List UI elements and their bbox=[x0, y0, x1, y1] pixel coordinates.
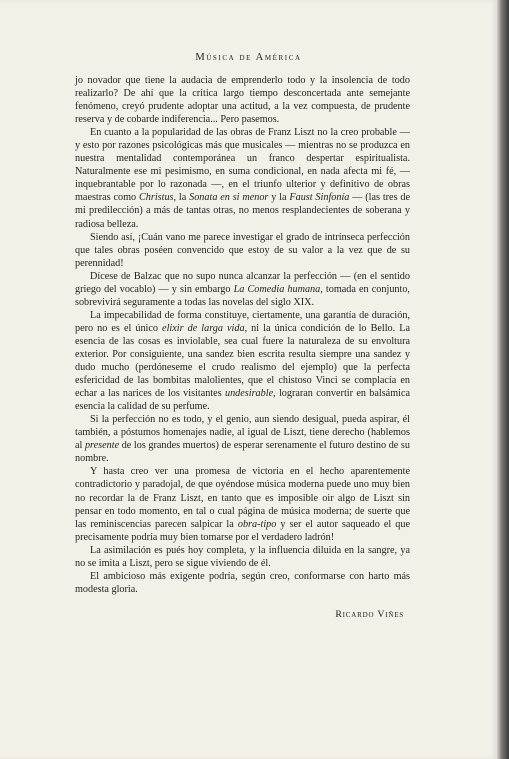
italic-title: Faust Sinfonía bbox=[289, 192, 350, 204]
text-run: La impecabilidad de forma constituye, ciertamente, una garantía de duración, pero no es el único bbox=[75, 309, 410, 334]
paragraph bbox=[75, 309, 410, 413]
italic-title: presente bbox=[84, 440, 120, 452]
paragraph bbox=[75, 413, 410, 465]
text-run: Si la perfección no es todo, y el genio, aun siendo desigual, pueda aspirar, él también, a póstumos homenajes nadie, al igual de Liszt, tiene derecho (hablemos al bbox=[75, 414, 410, 452]
text-run: , ni la única condición de lo Bello. La esencia de las cosas es inviolable, sea cual fuere la naturaleza de su envoltura exterior. Por consiguiente, una sandez bien escrita resulta siempre una sandez y dudo mucho (perdóneseme el crudo realismo del ejemplo) que la perfecta esfericidad de las bombitas malolientes, que el chistoso Vinci se complacía en echar a las narices de los visitantes bbox=[75, 322, 410, 400]
text-run: , la bbox=[173, 192, 190, 204]
paragraph bbox=[75, 544, 410, 570]
article-body bbox=[75, 74, 410, 596]
text-run: de los grandes muertos) de esperar serenamente el futuro destino de su nombre. bbox=[75, 440, 410, 465]
author-signature: Ricardo Viñes bbox=[335, 609, 404, 620]
text-run: , lograran convertir en balsámica esencia la calidad de su perfume. bbox=[75, 388, 410, 413]
paragraph bbox=[75, 570, 410, 596]
text-run: En cuanto a la popularidad de las obras de Franz Liszt no la creo probable — y esto por razones psicológicas más que musicales — mientras no se produzca en nuestra mentalidad contemporánea un franco despertar espiritualista. Naturalmente ese mi pesimismo, en suma condicional, en nada afecta mi fé, — inquebrantable por lo razonada —, en el triunfo ulterior y definitivo de obras maestras como bbox=[75, 127, 410, 204]
italic-title: Sonata en si menor bbox=[189, 192, 269, 204]
text-run: , tomada en conjunto, sobrevivirá seguramente a todas las novelas del siglo XIX. bbox=[75, 283, 410, 308]
italic-title: undesirable bbox=[224, 388, 274, 400]
text-run: y la bbox=[268, 192, 290, 204]
paragraph bbox=[75, 231, 410, 270]
text-run: Dícese de Balzac que no supo nunca alcanzar la perfección — (en el sentido griego del vocablo) — y sin embargo bbox=[75, 270, 410, 295]
text-run: El ambicioso más exigente podría, según creo, conformarse con harto más modesta gloria. bbox=[75, 570, 410, 595]
paragraph bbox=[75, 270, 410, 309]
italic-title: elixir de larga vida bbox=[162, 322, 245, 334]
paragraph bbox=[75, 465, 410, 543]
paragraph bbox=[75, 126, 410, 230]
text-run: — (las tres de mi predilección) a más de tantas otras, no menos resplandecientes de soberana y radiosa belleza. bbox=[75, 192, 410, 230]
italic-title: La Comedia humana bbox=[233, 283, 321, 295]
italic-title: Christus bbox=[138, 192, 174, 204]
italic-title: obra-tipo bbox=[237, 518, 277, 530]
text-run: Siendo así, ¡Cuán vano me parece investigar el grado de intrínseca perfección que tales obras poséen convencido que estoy de su valor a la vez que de su perennidad! bbox=[75, 231, 410, 269]
text-run: jo novador que tiene la audacia de emprenderlo todo y la insolencia de todo realizarlo? De ahí que la crítica largo tiempo desconcertada ante semejante fenómeno, creyó prudente adoptar una actitud, a la vez compuesta, de prudente reserva y de cobarde indiferencia... Pero pasemos. bbox=[75, 75, 410, 126]
text-run: y ser el autor saqueado el que precisamente podría muy bien tomarse por el verdadero ladrón! bbox=[75, 518, 411, 543]
paragraph bbox=[75, 74, 410, 126]
text-run: Y hasta creo ver una promesa de victoria en el hecho aparentemente contradictorio y paradojal, de que oyéndose música moderna puede uno muy bien no recordar la de Franz Liszt, en tanto que es imposible oir algo de Liszt sin pensar en todo momento, en tal o cual página de música moderna; de suerte que las reminiscencias parecen salpicar la bbox=[75, 466, 410, 530]
running-header: Música de América bbox=[195, 52, 302, 63]
text-run: La asimilación es pués hoy completa, y la influencia diluida en la sangre, ya no se imita a Liszt, pero se sigue viviendo de él. bbox=[75, 544, 410, 569]
page-edge bbox=[497, 0, 509, 759]
